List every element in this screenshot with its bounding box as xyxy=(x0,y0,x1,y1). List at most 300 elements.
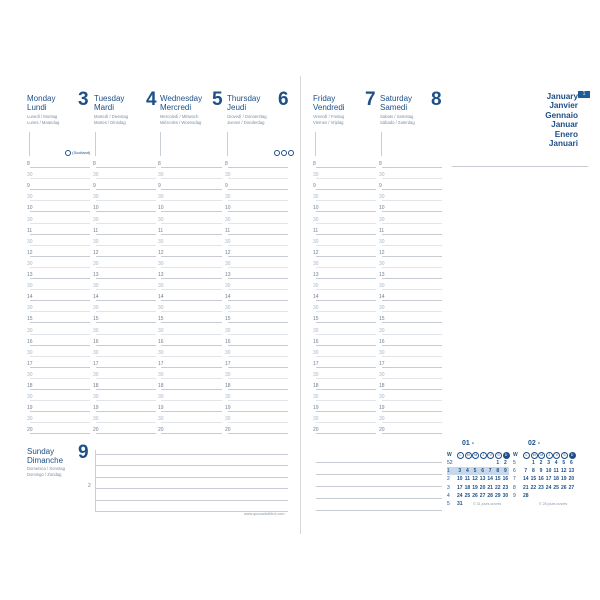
mini-cal-day[interactable]: 23 xyxy=(502,484,509,491)
half-hour-mark: 30 xyxy=(93,238,99,245)
mini-cal-day[interactable]: 12 xyxy=(472,476,478,483)
hour-label: 20 xyxy=(313,427,319,434)
hour-line[interactable] xyxy=(161,189,222,190)
half-hour-line[interactable] xyxy=(30,400,90,401)
hour-label: 10 xyxy=(93,205,99,212)
half-hour-line[interactable] xyxy=(161,200,222,201)
bottom-note-line[interactable] xyxy=(316,462,442,463)
half-hour-mark: 30 xyxy=(158,305,164,312)
half-hour-line[interactable] xyxy=(96,334,156,335)
hour-line[interactable] xyxy=(161,211,222,212)
mini-cal-day[interactable]: 25 xyxy=(464,492,471,499)
hour-line[interactable] xyxy=(96,189,156,190)
half-hour-line[interactable] xyxy=(382,178,442,179)
hour-label: 16 xyxy=(158,338,164,345)
notes-line xyxy=(452,166,588,167)
half-hour-line[interactable] xyxy=(161,267,222,268)
half-hour-line[interactable] xyxy=(316,400,376,401)
mini-cal-day[interactable]: 19 xyxy=(472,484,478,491)
hour-line[interactable] xyxy=(96,433,156,434)
mini-cal-day xyxy=(560,492,568,500)
half-hour-mark: 30 xyxy=(225,260,231,267)
sunday-line[interactable] xyxy=(96,500,288,501)
hour-line[interactable] xyxy=(96,411,156,412)
half-hour-line[interactable] xyxy=(382,200,442,201)
half-hour-mark: 30 xyxy=(313,172,319,179)
hour-line[interactable] xyxy=(30,389,90,390)
column-rule xyxy=(29,132,30,156)
half-hour-line[interactable] xyxy=(96,378,156,379)
mini-cal-day[interactable]: 11 xyxy=(553,468,559,475)
half-hour-line[interactable] xyxy=(316,178,376,179)
hour-line[interactable] xyxy=(30,256,90,257)
half-hour-line[interactable] xyxy=(382,334,442,335)
half-hour-line[interactable] xyxy=(228,289,288,290)
half-hour-line[interactable] xyxy=(382,400,442,401)
hour-line[interactable] xyxy=(228,278,288,279)
hour-line[interactable] xyxy=(382,367,442,368)
hour-label: 12 xyxy=(93,249,99,256)
mini-cal-day[interactable]: 18 xyxy=(553,476,559,483)
mini-cal-day xyxy=(502,500,510,508)
page-gutter xyxy=(300,76,301,534)
hour-line[interactable] xyxy=(316,433,376,434)
day-header-thursday: Thursday Jeudi xyxy=(227,94,261,112)
mini-cal-day xyxy=(530,492,538,500)
half-hour-mark: 30 xyxy=(27,416,33,423)
hour-label: 14 xyxy=(379,294,385,301)
half-hour-line[interactable] xyxy=(382,422,442,423)
half-hour-line[interactable] xyxy=(30,245,90,246)
mini-cal-day[interactable]: 26 xyxy=(472,492,478,499)
half-hour-line[interactable] xyxy=(228,334,288,335)
mini-cal-header: W L M M J V S D xyxy=(513,451,575,459)
hour-line[interactable] xyxy=(228,256,288,257)
hour-line[interactable] xyxy=(382,300,442,301)
hour-line[interactable] xyxy=(30,345,90,346)
half-hour-mark: 30 xyxy=(379,283,385,290)
hour-label: 20 xyxy=(225,427,231,434)
hour-label: 9 xyxy=(313,183,316,190)
hour-line[interactable] xyxy=(228,367,288,368)
half-hour-line[interactable] xyxy=(228,245,288,246)
mini-cal-day[interactable]: 13 xyxy=(479,476,486,483)
hour-line[interactable] xyxy=(382,433,442,434)
mini-cal-day[interactable]: 27 xyxy=(568,484,575,491)
mini-cal-day[interactable]: 22 xyxy=(494,484,501,491)
hour-line[interactable] xyxy=(228,189,288,190)
hour-label: 20 xyxy=(93,427,99,434)
day-header-saturday: Saturday Samedi xyxy=(380,94,413,112)
mini-cal-day[interactable]: 17 xyxy=(545,476,552,483)
half-hour-line[interactable] xyxy=(316,289,376,290)
half-hour-line[interactable] xyxy=(30,289,90,290)
hour-line[interactable] xyxy=(30,367,90,368)
sunday-line[interactable] xyxy=(96,477,288,478)
half-hour-line[interactable] xyxy=(316,223,376,224)
hour-line[interactable] xyxy=(96,322,156,323)
hour-line[interactable] xyxy=(382,211,442,212)
hour-line[interactable] xyxy=(316,345,376,346)
half-hour-line[interactable] xyxy=(316,334,376,335)
mini-cal-day[interactable]: 4 xyxy=(466,468,469,475)
hour-line[interactable] xyxy=(316,211,376,212)
hour-line[interactable] xyxy=(316,300,376,301)
day-number-saturday: 8 xyxy=(431,89,442,110)
mini-cal-day[interactable]: 14 xyxy=(487,476,493,483)
mini-cal-day xyxy=(471,459,479,467)
mini-cal-day[interactable]: 5 xyxy=(562,460,566,466)
hour-line[interactable] xyxy=(316,256,376,257)
hour-label: 11 xyxy=(225,227,231,234)
half-hour-line[interactable] xyxy=(228,223,288,224)
half-hour-mark: 30 xyxy=(158,216,164,223)
sunday-line[interactable] xyxy=(96,454,288,455)
half-hour-mark: 30 xyxy=(313,194,319,201)
hour-line[interactable] xyxy=(316,189,376,190)
mini-cal-day[interactable]: 14 xyxy=(523,476,529,483)
mini-cal-day[interactable]: 2 xyxy=(503,460,507,466)
half-hour-mark: 30 xyxy=(158,283,164,290)
hour-line[interactable] xyxy=(316,367,376,368)
mini-cal-title: 02 - xyxy=(528,440,541,447)
hour-label: 8 xyxy=(225,161,228,167)
hour-line[interactable] xyxy=(382,389,442,390)
hour-label: 17 xyxy=(225,360,231,367)
hour-line[interactable] xyxy=(30,211,90,212)
half-hour-line[interactable] xyxy=(382,356,442,357)
day-translations-wednesday: Mercoledì / Mittwoch Miércoles / Woensdag xyxy=(160,114,202,126)
half-hour-line[interactable] xyxy=(96,289,156,290)
hour-line[interactable] xyxy=(96,300,156,301)
hour-line[interactable] xyxy=(161,256,222,257)
half-hour-line[interactable] xyxy=(228,267,288,268)
half-hour-line[interactable] xyxy=(316,356,376,357)
mini-cal-day[interactable]: 28 xyxy=(523,492,529,499)
hour-label: 9 xyxy=(93,183,96,190)
mini-cal-day[interactable]: 29 xyxy=(494,492,501,499)
hour-line[interactable] xyxy=(316,278,376,279)
half-hour-mark: 30 xyxy=(313,416,319,423)
mini-cal-day[interactable]: 2 xyxy=(539,460,543,466)
mini-cal-day[interactable]: 1 xyxy=(532,460,535,466)
half-hour-line[interactable] xyxy=(382,378,442,379)
hour-line[interactable] xyxy=(228,322,288,323)
hour-line[interactable] xyxy=(161,389,222,390)
day-number-tuesday: 4 xyxy=(146,89,157,110)
week-number: 5 xyxy=(513,460,516,466)
half-hour-line[interactable] xyxy=(30,200,90,201)
half-hour-line[interactable] xyxy=(161,422,222,423)
half-hour-line[interactable] xyxy=(316,267,376,268)
half-hour-line[interactable] xyxy=(316,311,376,312)
half-hour-mark: 30 xyxy=(313,238,319,245)
mini-cal-day[interactable]: 13 xyxy=(568,468,575,475)
half-hour-mark: 30 xyxy=(313,305,319,312)
mini-cal-week xyxy=(513,484,575,492)
mini-cal-day[interactable]: 9 xyxy=(539,468,543,475)
half-hour-mark: 30 xyxy=(27,371,33,378)
hour-line[interactable] xyxy=(382,256,442,257)
sunday-mark: 2 xyxy=(88,483,91,489)
half-hour-line[interactable] xyxy=(30,422,90,423)
half-hour-mark: 30 xyxy=(379,216,385,223)
bottom-note-line[interactable] xyxy=(316,510,442,511)
half-hour-mark: 30 xyxy=(313,216,319,223)
mini-cal-day[interactable]: 10 xyxy=(545,468,552,475)
hour-label: 14 xyxy=(225,294,231,301)
half-hour-line[interactable] xyxy=(316,422,376,423)
half-hour-line[interactable] xyxy=(316,378,376,379)
hour-line[interactable] xyxy=(96,345,156,346)
half-hour-line[interactable] xyxy=(316,200,376,201)
half-hour-mark: 30 xyxy=(158,260,164,267)
hour-line[interactable] xyxy=(316,411,376,412)
month-tab[interactable]: 1 xyxy=(578,91,590,98)
hour-line[interactable] xyxy=(316,389,376,390)
half-hour-mark: 30 xyxy=(93,349,99,356)
bottom-note-line[interactable] xyxy=(316,486,442,487)
mini-cal-day xyxy=(545,492,553,500)
mini-cal-day[interactable]: 5 xyxy=(473,468,477,475)
mini-cal-day[interactable]: 21 xyxy=(523,484,529,491)
hour-line[interactable] xyxy=(228,300,288,301)
half-hour-line[interactable] xyxy=(228,178,288,179)
half-hour-line[interactable] xyxy=(30,267,90,268)
half-hour-line[interactable] xyxy=(161,311,222,312)
day-translations-monday: Lunedì / Montag Lunes / Maandag xyxy=(27,114,60,126)
hour-line[interactable] xyxy=(161,278,222,279)
day-translations-tuesday: Martedì / Dienstag Martes / Dinsdag xyxy=(94,114,129,126)
hour-line[interactable] xyxy=(228,411,288,412)
mini-cal-footnote: © 28 jours ouvrés xyxy=(539,502,568,506)
day-name-en: Monday xyxy=(27,94,56,103)
mini-cal-day[interactable]: 1 xyxy=(496,460,500,466)
hour-line[interactable] xyxy=(228,234,288,235)
mini-cal-day[interactable]: 20 xyxy=(568,476,575,483)
half-hour-mark: 30 xyxy=(379,305,385,312)
hour-line[interactable] xyxy=(30,411,90,412)
mini-cal-day[interactable]: 11 xyxy=(464,476,471,483)
half-hour-line[interactable] xyxy=(228,422,288,423)
half-hour-line[interactable] xyxy=(382,267,442,268)
mini-cal-day[interactable]: 16 xyxy=(502,476,509,483)
week-number: 6 xyxy=(513,468,516,475)
sunday-line[interactable] xyxy=(96,488,288,489)
half-hour-line[interactable] xyxy=(30,311,90,312)
hour-line[interactable] xyxy=(382,234,442,235)
hour-line[interactable] xyxy=(382,278,442,279)
hour-label: 13 xyxy=(93,272,99,278)
hour-line[interactable] xyxy=(161,367,222,368)
half-hour-line[interactable] xyxy=(30,356,90,357)
hour-line[interactable] xyxy=(382,345,442,346)
hour-line[interactable] xyxy=(161,433,222,434)
hour-line[interactable] xyxy=(228,433,288,434)
hour-line[interactable] xyxy=(161,411,222,412)
hour-line[interactable] xyxy=(30,167,90,168)
half-hour-line[interactable] xyxy=(382,223,442,224)
half-hour-line[interactable] xyxy=(228,200,288,201)
month-names: January Janvier Gennaio Januar Enero Januari xyxy=(545,92,578,149)
mini-cal-week xyxy=(447,484,509,492)
hour-label: 19 xyxy=(379,405,385,412)
hour-label: 14 xyxy=(313,294,319,301)
hour-label: 13 xyxy=(225,272,231,278)
half-hour-line[interactable] xyxy=(382,311,442,312)
half-hour-line[interactable] xyxy=(30,334,90,335)
hour-line[interactable] xyxy=(228,211,288,212)
mini-cal-day[interactable]: 10 xyxy=(457,476,463,483)
hour-line[interactable] xyxy=(382,411,442,412)
half-hour-line[interactable] xyxy=(30,378,90,379)
half-hour-line[interactable] xyxy=(382,245,442,246)
half-hour-line[interactable] xyxy=(161,178,222,179)
hour-line[interactable] xyxy=(161,300,222,301)
half-hour-line[interactable] xyxy=(161,400,222,401)
hour-label: 18 xyxy=(313,383,319,389)
hour-line[interactable] xyxy=(30,189,90,190)
mini-cal-day[interactable]: 18 xyxy=(464,484,471,491)
hour-line[interactable] xyxy=(228,167,288,168)
half-hour-line[interactable] xyxy=(96,267,156,268)
half-hour-line[interactable] xyxy=(96,311,156,312)
half-hour-line[interactable] xyxy=(161,245,222,246)
hour-line[interactable] xyxy=(382,322,442,323)
hour-line[interactable] xyxy=(161,345,222,346)
hour-line[interactable] xyxy=(161,167,222,168)
half-hour-line[interactable] xyxy=(96,223,156,224)
hour-label: 8 xyxy=(93,161,96,167)
mini-cal-day[interactable]: 27 xyxy=(479,492,486,499)
mini-cal-day[interactable]: 16 xyxy=(538,476,544,483)
hour-label: 13 xyxy=(27,272,33,278)
half-hour-line[interactable] xyxy=(96,422,156,423)
half-hour-line[interactable] xyxy=(228,400,288,401)
mini-cal-day[interactable]: 6 xyxy=(569,460,573,466)
hour-line[interactable] xyxy=(30,278,90,279)
mini-cal-day[interactable]: 8 xyxy=(496,468,500,475)
half-hour-line[interactable] xyxy=(96,356,156,357)
hour-line[interactable] xyxy=(96,234,156,235)
mini-cal-day[interactable]: 24 xyxy=(545,484,552,491)
day-number-monday: 3 xyxy=(78,89,89,110)
mini-cal-day[interactable]: 3 xyxy=(547,460,550,466)
bottom-note-line[interactable] xyxy=(316,474,442,475)
mini-cal-day[interactable]: 15 xyxy=(530,476,537,483)
hour-label: 11 xyxy=(93,227,99,234)
mini-cal-day[interactable]: 31 xyxy=(457,501,463,507)
half-hour-line[interactable] xyxy=(382,289,442,290)
half-hour-mark: 30 xyxy=(225,194,231,201)
hour-label: 19 xyxy=(225,405,231,412)
half-hour-line[interactable] xyxy=(161,223,222,224)
mini-cal-day[interactable]: 7 xyxy=(488,468,492,475)
hour-line[interactable] xyxy=(382,189,442,190)
half-hour-line[interactable] xyxy=(96,200,156,201)
hour-line[interactable] xyxy=(30,433,90,434)
mini-cal-day[interactable]: 24 xyxy=(457,492,463,499)
half-hour-line[interactable] xyxy=(96,178,156,179)
mini-cal-day[interactable]: 28 xyxy=(487,492,493,499)
mini-cal-day[interactable]: 9 xyxy=(503,468,507,475)
half-hour-line[interactable] xyxy=(161,334,222,335)
bottom-note-line[interactable] xyxy=(316,498,442,499)
hour-line[interactable] xyxy=(316,234,376,235)
half-hour-line[interactable] xyxy=(30,178,90,179)
mini-cal-day[interactable]: 12 xyxy=(560,468,567,475)
mini-cal-day[interactable]: 6 xyxy=(481,468,484,475)
mini-cal-day[interactable]: 20 xyxy=(479,484,486,491)
mini-cal-day[interactable]: 23 xyxy=(538,484,544,491)
mini-cal-day[interactable]: 30 xyxy=(502,492,509,499)
hour-label: 19 xyxy=(93,405,99,412)
mini-cal-day[interactable]: 15 xyxy=(494,476,501,483)
mini-cal-day[interactable]: 21 xyxy=(487,484,493,491)
half-hour-line[interactable] xyxy=(161,289,222,290)
mini-cal-week xyxy=(447,467,509,475)
mini-cal-day[interactable]: 3 xyxy=(458,468,462,475)
half-hour-line[interactable] xyxy=(228,356,288,357)
half-hour-mark: 30 xyxy=(27,327,33,334)
hour-line[interactable] xyxy=(96,256,156,257)
mini-cal-day[interactable]: 7 xyxy=(524,468,528,475)
mini-cal-day[interactable]: 8 xyxy=(532,468,535,475)
hour-line[interactable] xyxy=(382,167,442,168)
mini-cal-day[interactable]: 22 xyxy=(530,484,537,491)
hour-line[interactable] xyxy=(228,345,288,346)
half-hour-mark: 30 xyxy=(93,371,99,378)
half-hour-mark: 30 xyxy=(379,327,385,334)
hour-line[interactable] xyxy=(96,389,156,390)
half-hour-line[interactable] xyxy=(96,245,156,246)
half-hour-line[interactable] xyxy=(96,400,156,401)
half-hour-line[interactable] xyxy=(228,378,288,379)
hour-line[interactable] xyxy=(161,322,222,323)
week-number: 7 xyxy=(513,476,516,483)
half-hour-line[interactable] xyxy=(30,223,90,224)
mini-cal-week xyxy=(447,459,509,467)
mini-cal-day[interactable]: 26 xyxy=(560,484,567,491)
mini-cal-day[interactable]: 4 xyxy=(554,460,558,466)
mini-cal-day[interactable]: 17 xyxy=(457,484,463,491)
half-hour-mark: 30 xyxy=(379,416,385,423)
half-hour-line[interactable] xyxy=(161,356,222,357)
hour-line[interactable] xyxy=(228,389,288,390)
hour-line[interactable] xyxy=(96,211,156,212)
hour-label: 11 xyxy=(158,227,164,234)
mini-cal-week xyxy=(513,492,575,500)
mini-cal-day[interactable]: 19 xyxy=(560,476,567,483)
half-hour-line[interactable] xyxy=(228,311,288,312)
hour-label: 15 xyxy=(158,316,164,323)
hour-line[interactable] xyxy=(316,322,376,323)
hour-line[interactable] xyxy=(316,167,376,168)
hour-line[interactable] xyxy=(96,367,156,368)
hour-line[interactable] xyxy=(161,234,222,235)
hour-line[interactable] xyxy=(30,300,90,301)
hour-label: 9 xyxy=(379,183,382,190)
half-hour-line[interactable] xyxy=(161,378,222,379)
hour-line[interactable] xyxy=(96,167,156,168)
hour-line[interactable] xyxy=(96,278,156,279)
hour-line[interactable] xyxy=(30,322,90,323)
hour-label: 8 xyxy=(27,161,30,167)
half-hour-line[interactable] xyxy=(316,245,376,246)
mini-cal-day[interactable]: 25 xyxy=(553,484,559,491)
hour-line[interactable] xyxy=(30,234,90,235)
sunday-line[interactable] xyxy=(96,465,288,466)
